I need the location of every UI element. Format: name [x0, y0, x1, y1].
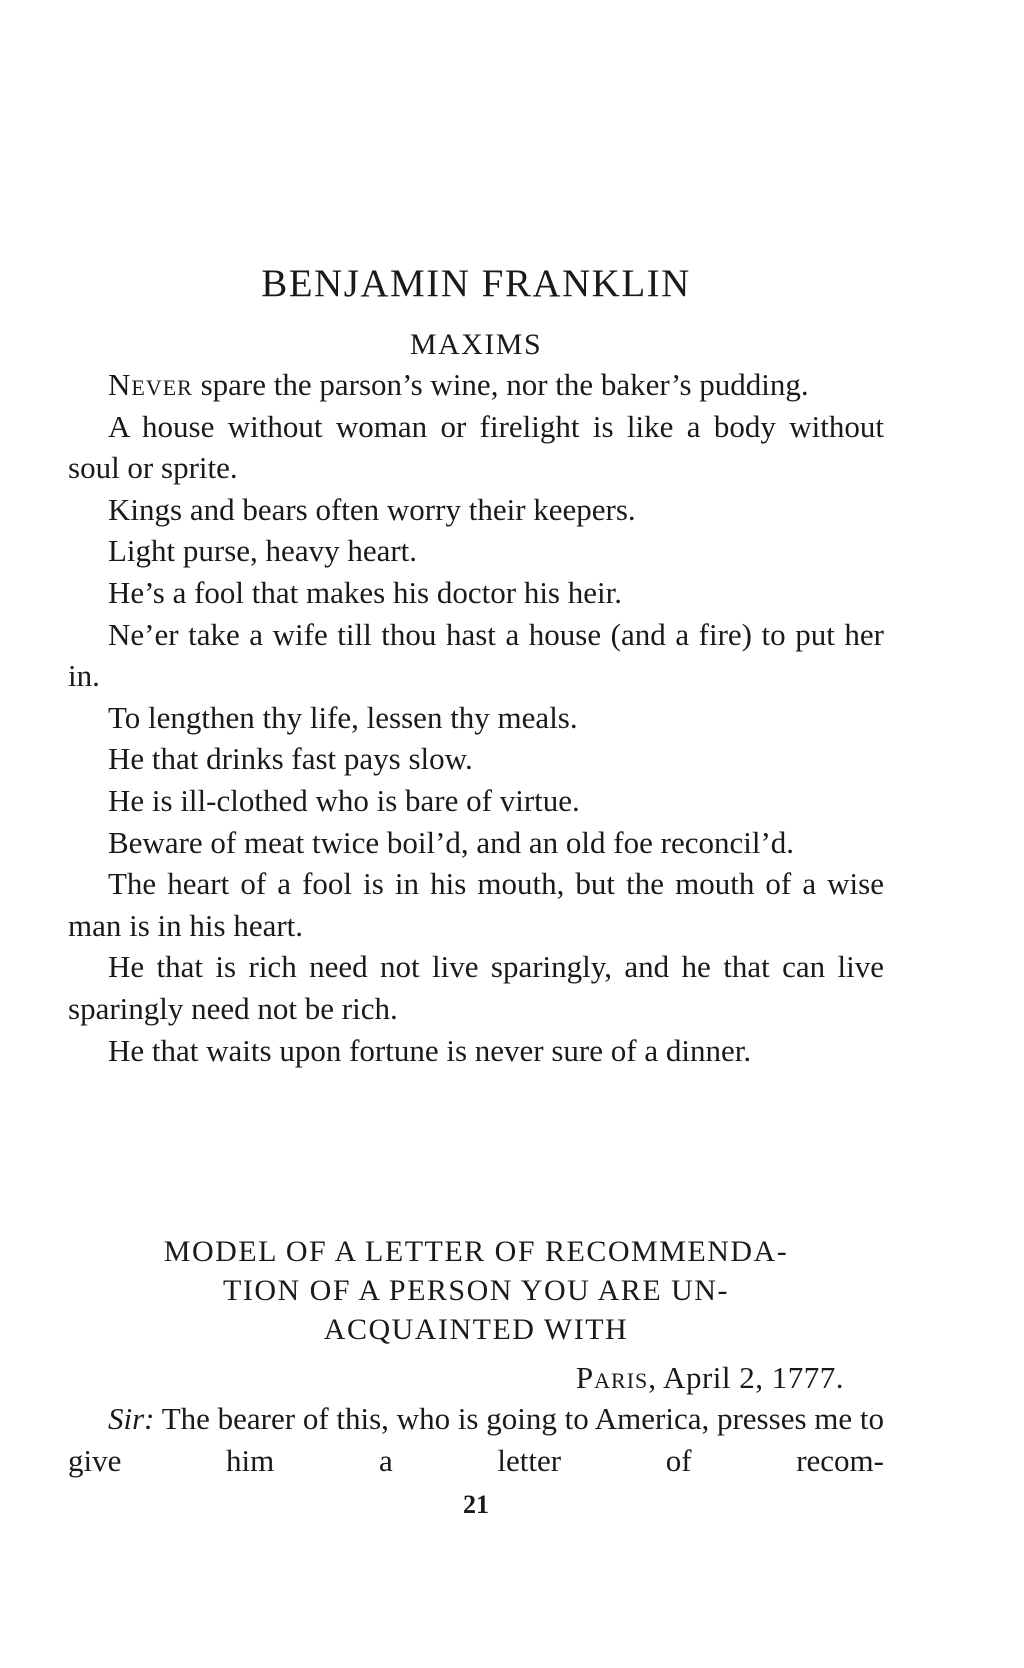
- letter-title-line: ACQUAINTED WITH: [323, 1313, 629, 1346]
- maxim-item: [68, 946, 884, 1029]
- maxim-item: [68, 572, 884, 614]
- letter-body: [68, 1398, 884, 1481]
- maxim-text: He that drinks fast pays slow.: [108, 741, 473, 777]
- maxim-text: To lengthen thy life, lessen thy meals.: [108, 699, 578, 735]
- letter-salutation: Sir:: [108, 1401, 155, 1436]
- maxim-text: Kings and bears often worry their keepers.: [108, 491, 636, 527]
- book-page: [68, 0, 884, 1668]
- section-title-maxims: MAXIMS: [409, 328, 543, 361]
- maxim-text: A house without woman or firelight is like a body without soul or sprite.: [68, 408, 884, 486]
- maxim-item: [68, 863, 884, 946]
- maxim-text: Ne’er take a wife till thou hast a house (and a fire) to put her in.: [68, 616, 884, 694]
- maxim-text: He is ill-clothed who is bare of virtue.: [108, 782, 580, 818]
- page-number: 21: [463, 1490, 489, 1519]
- letter-title-line: TION OF A PERSON YOU ARE UN-: [223, 1274, 729, 1307]
- maxim-item: [68, 822, 884, 864]
- letter-title: [68, 1232, 884, 1349]
- maxim-text: He’s a fool that makes his doctor his heir.: [108, 574, 622, 610]
- maxim-item: [68, 780, 884, 822]
- maxim-text: He that is rich need not live sparingly, and he that can live sparingly need not be rich.: [68, 949, 884, 1026]
- maxim-text: spare the parson’s wine, nor the baker’s pudding.: [192, 367, 809, 402]
- maxim-text: Light purse, heavy heart.: [108, 533, 418, 569]
- maxim-item: [68, 530, 884, 572]
- maxim-text: The heart of a fool is in his mouth, but the mouth of a wise man is in his heart.: [68, 866, 884, 943]
- maxim-item: [68, 364, 884, 406]
- author-heading: BENJAMIN FRANKLIN: [261, 262, 691, 305]
- letter-place: Paris: [575, 1360, 649, 1395]
- maxims-list: [68, 364, 884, 1071]
- maxim-lead-word: Never: [108, 367, 193, 402]
- letter-dateline: [576, 1358, 844, 1398]
- maxim-item: [68, 614, 884, 697]
- maxim-text: He that waits upon fortune is never sure of a dinner.: [108, 1032, 752, 1068]
- letter-date: , April 2, 1777.: [648, 1360, 844, 1395]
- maxim-text: Beware of meat twice boil’d, and an old foe reconcil’d.: [108, 824, 795, 860]
- letter-title-line: MODEL OF A LETTER OF RECOMMENDA-: [163, 1235, 789, 1268]
- maxim-item: [68, 1030, 884, 1072]
- maxim-item: [68, 489, 884, 531]
- maxim-item: [68, 406, 884, 489]
- maxim-item: [68, 697, 884, 739]
- maxim-item: [68, 738, 884, 780]
- letter-body-text: The bearer of this, who is going to America, presses me to give him a letter of recom-: [68, 1401, 884, 1478]
